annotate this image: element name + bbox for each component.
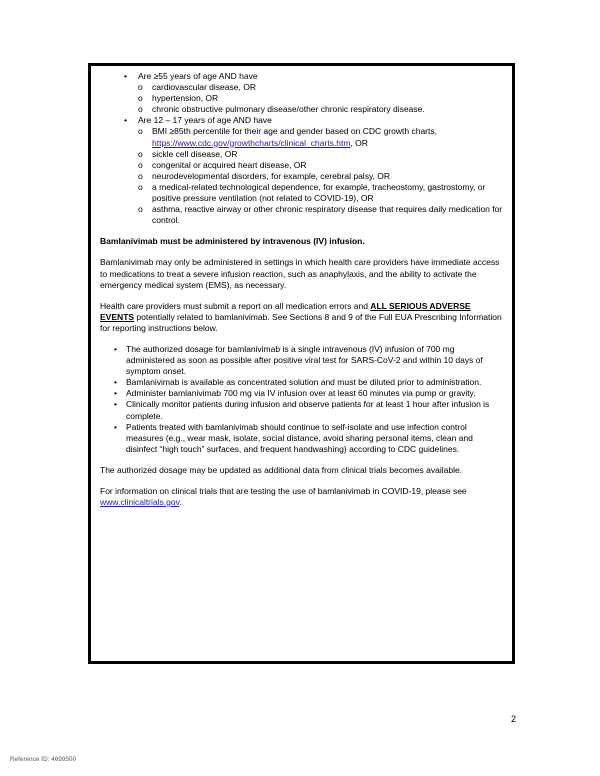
cdc-growth-charts-link[interactable]: https://www.cdc.gov/growthcharts/clinical_charts.htm — [152, 137, 351, 148]
paragraph-text-post: . — [179, 497, 182, 508]
list-item-label: Administer bamlanivimab 700 mg via IV infusion over at least 60 minutes via pump or gravity. — [126, 388, 476, 399]
list-item-label: a medical-related technological dependence, for example, tracheostomy, gastrostomy, or positive pressure ventilation (not related to COVID-19), OR — [152, 181, 486, 204]
list-item — [100, 93, 504, 104]
bullet-marker-icon: • — [124, 115, 127, 126]
list-item-label: Patients treated with bamlanivimab should continue to self-isolate and use infection control measures (e.g., wear mask, isolate, social distance, avoid sharing personal items, clean and disinfect “high touch” surfaces, and frequent handwashing) according to CDC guidelines. — [126, 421, 473, 454]
list-item — [100, 182, 504, 204]
list-item-label: The authorized dosage for bamlanivimab is a single intravenous (IV) infusion of 700 mg administered as soon as possible after positive viral test for SARS-CoV-2 and within 10 days of symptom onset. — [126, 343, 483, 377]
spacer — [100, 334, 504, 344]
spacer — [100, 226, 504, 236]
list-item-label-post: , OR — [350, 137, 368, 148]
circle-bullet-icon: o — [138, 104, 143, 115]
dosage-instructions-list — [100, 344, 504, 455]
list-item — [100, 399, 504, 421]
eligibility-criteria-list — [100, 71, 504, 226]
bullet-marker-icon: • — [114, 399, 117, 410]
circle-bullet-icon: o — [138, 82, 143, 93]
list-item-label: chronic obstructive pulmonary disease/other chronic respiratory disease. — [152, 104, 425, 115]
footer-reference-id: Reference ID: 4699500 — [10, 756, 77, 763]
circle-bullet-icon: o — [138, 170, 143, 181]
circle-bullet-icon: o — [138, 159, 143, 170]
list-item-label: congenital or acquired heart disease, OR — [152, 159, 307, 170]
list-item-label: asthma, reactive airway or other chronic respiratory disease that requires daily medication for control. — [152, 204, 503, 226]
list-item — [100, 160, 504, 171]
administration-paragraph-2 — [100, 301, 504, 334]
clinicaltrials-link[interactable]: www.clinicaltrials.gov — [100, 497, 180, 508]
paragraph-text-pre: For information on clinical trials that are testing the use of bamlanivimab in COVID-19, please see — [100, 486, 467, 496]
criteria-sublist-age-12-17 — [100, 126, 504, 226]
circle-bullet-icon: o — [138, 93, 143, 104]
circle-bullet-icon: o — [138, 204, 143, 215]
list-item — [100, 104, 504, 115]
serious-adverse-events-emphasis: ALL SERIOUS ADVERSE EVENTS — [100, 300, 471, 322]
list-item-label: Bamlanivimab is available as concentrated solution and must be diluted prior to administration. — [126, 377, 482, 388]
bullet-marker-icon: • — [114, 377, 117, 388]
circle-bullet-icon: o — [138, 181, 143, 192]
list-item — [100, 204, 504, 226]
paragraph-text-post: potentially related to bamlanivimab. See Sections 8 and 9 of the Full EUA Prescribing Information for reporting instructions below. — [100, 311, 502, 333]
list-item-label: sickle cell disease, OR — [152, 148, 238, 159]
list-item-label: neurodevelopmental disorders, for example, cerebral palsy, OR — [152, 170, 391, 181]
spacer — [100, 247, 504, 257]
administration-paragraph-1: Bamlanivimab may only be administered in settings in which health care providers have immediate access to medications to treat a severe infusion reaction, such as anaphylaxis, and the ability to activate the emergency medical system (EMS), as necessary. — [100, 257, 500, 290]
circle-bullet-icon: o — [138, 126, 143, 137]
bullet-marker-icon: • — [124, 71, 127, 81]
content-frame — [88, 63, 515, 664]
criteria-sublist-age-55 — [100, 82, 504, 115]
closing-paragraph-1: The authorized dosage may be updated as additional data from clinical trials becomes available. — [100, 464, 463, 475]
bullet-marker-icon: • — [114, 388, 117, 399]
list-item-label: Clinically monitor patients during infusion and observe patients for at least 1 hour after infusion is complete. — [126, 399, 490, 421]
list-item — [100, 344, 504, 377]
bullet-marker-icon: • — [114, 343, 117, 354]
list-item — [100, 171, 504, 182]
paragraph-text-pre: Health care providers must submit a report on all medication errors and — [100, 300, 371, 311]
criteria-group-label: Are ≥55 years of age AND have — [138, 71, 258, 81]
list-item-label: cardiovascular disease, OR — [152, 82, 256, 93]
list-item — [100, 377, 504, 388]
spacer — [100, 455, 504, 465]
list-item — [100, 82, 504, 93]
administration-heading: Bamlanivimab must be administered by intravenous (IV) infusion. — [100, 236, 365, 247]
criteria-group-age-12-17 — [100, 115, 504, 126]
list-item — [100, 388, 504, 399]
list-item-label: hypertension, OR — [152, 93, 219, 104]
list-item-bmi — [100, 126, 504, 148]
list-item — [100, 422, 504, 455]
spacer — [100, 291, 504, 301]
page-number: 2 — [510, 714, 516, 724]
bullet-marker-icon: • — [114, 421, 117, 432]
closing-paragraph-2 — [100, 486, 504, 508]
list-item-label-pre: BMI ≥85th percentile for their age and gender based on CDC growth charts, — [152, 126, 437, 137]
spacer — [100, 476, 504, 486]
criteria-group-label: Are 12 – 17 years of age AND have — [138, 115, 272, 126]
list-item — [100, 149, 504, 160]
criteria-group-age-55 — [100, 71, 504, 82]
circle-bullet-icon: o — [138, 148, 143, 159]
content-body — [91, 66, 512, 514]
